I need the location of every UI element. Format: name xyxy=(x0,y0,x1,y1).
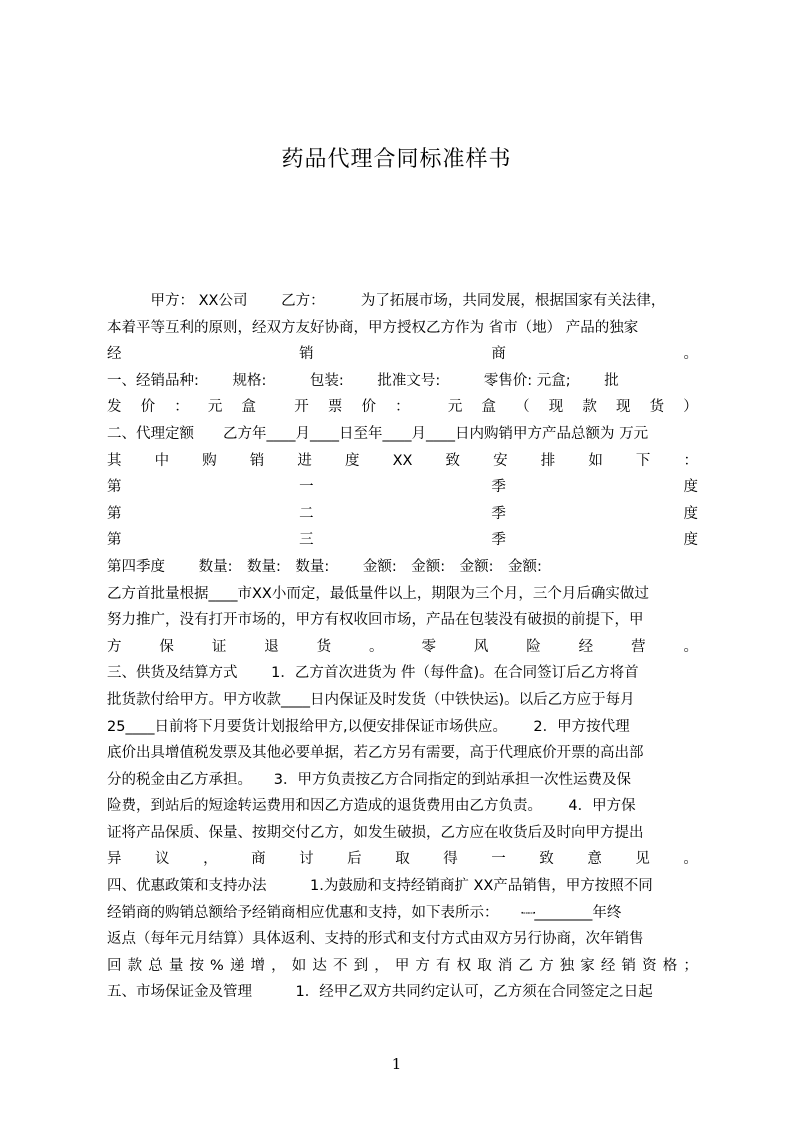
line-word: 第 xyxy=(107,532,122,549)
body-line xyxy=(107,740,698,767)
line-word: 讨 xyxy=(299,851,314,868)
line-word: 独 xyxy=(559,957,575,974)
line-word: 价 xyxy=(361,399,376,416)
line-word: 险 xyxy=(526,638,541,655)
line-word: 商 xyxy=(491,346,506,363)
line-word: 意 xyxy=(587,851,602,868)
line-word: 销 xyxy=(621,957,637,974)
line-word: 销 xyxy=(299,346,314,363)
line-word: 得 xyxy=(443,851,458,868)
line-word: 权 xyxy=(456,957,472,974)
line-word: 退 xyxy=(264,638,279,655)
line-word: 增 xyxy=(250,957,266,974)
line-word: 货 xyxy=(649,399,665,416)
line-word: 按 xyxy=(189,957,204,974)
body-line xyxy=(107,341,698,368)
body-line xyxy=(107,421,698,448)
line-word: 量 xyxy=(168,957,184,974)
line-word: 季 xyxy=(491,532,506,549)
body-line xyxy=(107,900,698,927)
line-text: 返点（每年元月结算）具体返利、支持的形式和支付方式由双方另行协商，次年销售 xyxy=(107,931,644,948)
body-line xyxy=(107,315,698,342)
line-word: 致 xyxy=(539,851,554,868)
line-word: 总 xyxy=(148,957,163,974)
body-line xyxy=(107,634,698,661)
line-word: ： xyxy=(174,399,189,416)
line-word: ： xyxy=(395,399,410,416)
line-word: 货 xyxy=(316,638,332,655)
line-word: ， xyxy=(203,851,218,868)
line-word: 方 xyxy=(415,957,430,974)
line-word: 消 xyxy=(497,957,513,974)
line-word: 如 xyxy=(588,452,603,469)
body-line xyxy=(107,474,698,501)
line-word: 款 xyxy=(127,957,143,974)
body-line xyxy=(107,793,698,820)
line-word: 。 xyxy=(683,346,698,363)
line-word: XX xyxy=(392,452,413,469)
line-word: 经 xyxy=(600,957,616,974)
line-word: 下 xyxy=(635,452,651,469)
line-word: ： xyxy=(683,452,698,469)
line-word: 家 xyxy=(580,957,595,974)
line-text: 第四季度 数量: 数量: 数量: 金额: 金额: 金额: 金额: xyxy=(107,558,542,575)
line-word: 。 xyxy=(369,638,384,655)
line-word: 其 xyxy=(107,452,122,469)
line-word: 如 xyxy=(291,957,307,974)
line-word: 达 xyxy=(312,957,327,974)
line-word: ； xyxy=(683,957,698,974)
line-word: 经 xyxy=(107,346,122,363)
body-line xyxy=(107,687,698,714)
line-word: 到 xyxy=(353,957,369,974)
line-text: 四、优惠政策和支持办法 1.为鼓励和支持经销商扩 XX产品销售，甲方按照不同 xyxy=(107,878,653,895)
body-line xyxy=(107,660,698,687)
line-word: 不 xyxy=(332,957,348,974)
line-word: 商 xyxy=(251,851,266,868)
line-word: 保 xyxy=(159,638,174,655)
line-word: 二 xyxy=(299,505,314,522)
line-word: ， xyxy=(374,957,389,974)
line-word: 元 xyxy=(447,399,463,416)
line-word: 盒 xyxy=(481,399,496,416)
line-word: 格 xyxy=(662,957,678,974)
line-word: 后 xyxy=(347,851,362,868)
line-word: 资 xyxy=(642,957,657,974)
body-line xyxy=(107,501,698,528)
line-word: 购 xyxy=(202,452,217,469)
line-word: 。 xyxy=(683,851,698,868)
line-word: 三 xyxy=(299,532,314,549)
line-word: （ xyxy=(515,399,530,416)
line-word: 方 xyxy=(107,638,122,655)
body-line xyxy=(107,926,698,953)
line-word: 证 xyxy=(211,638,227,655)
line-word: 甲 xyxy=(394,957,410,974)
line-text-tail: ________年终 xyxy=(534,904,622,921)
line-word: 递 xyxy=(229,957,245,974)
line-word: 中 xyxy=(154,452,170,469)
line-word: 季 xyxy=(491,479,506,496)
line-text: 经销商的购销总额给予经销商相应优惠和支持，如下表所示： xyxy=(107,904,521,921)
line-word: 度 xyxy=(683,479,698,496)
line-word: 一 xyxy=(491,851,506,868)
line-word: 乙 xyxy=(518,957,533,974)
line-word: 安 xyxy=(493,452,508,469)
line-word: 发 xyxy=(107,399,122,416)
line-word: 回 xyxy=(107,957,122,974)
line-word: 议 xyxy=(155,851,170,868)
line-word: 票 xyxy=(327,399,343,416)
line-word: 异 xyxy=(107,851,122,868)
line-word: 风 xyxy=(473,638,489,655)
line-text: 二、代理定额 乙方年____月____日至年____月____日内购销甲方产品总额为 万元 xyxy=(107,425,649,442)
body-line xyxy=(107,554,698,581)
body-line xyxy=(107,527,698,554)
line-word: 现 xyxy=(616,399,631,416)
line-word: 致 xyxy=(445,452,461,469)
line-text: 险费，到站后的短途转运费用和因乙方造成的退货费用由乙方负责。 4．甲方保 xyxy=(107,798,636,815)
line-word: ） xyxy=(683,399,698,416)
line-word: 方 xyxy=(539,957,554,974)
line-word: 零 xyxy=(421,638,436,655)
line-text: 三、供货及结算方式 1．乙方首次进货为 件（每件盒)。在合同签订后乙方将首 xyxy=(107,665,639,682)
line-word: 款 xyxy=(582,399,597,416)
line-text: 25____日前将下月要货计划报给甲方,以便安排保证市场供应。 2．甲方按代理 xyxy=(107,718,630,735)
body-line xyxy=(107,368,698,395)
line-word: 开 xyxy=(294,399,309,416)
line-word: 销 xyxy=(249,452,265,469)
body-line xyxy=(107,820,698,847)
line-text: 乙方首批量根据____市XX小而定，最低量件以上，期限为三个月，三个月后确实做过 xyxy=(107,585,649,602)
line-word: 盒 xyxy=(241,399,256,416)
line-word: % xyxy=(210,957,224,974)
body-line xyxy=(107,846,698,873)
line-word: 第 xyxy=(107,505,122,522)
line-word: 度 xyxy=(683,532,698,549)
line-word: 取 xyxy=(395,851,410,868)
line-text: 努力推广，没有打开市场的，甲方有权收回市场，产品在包装没有破损的前提下，甲 xyxy=(107,612,644,629)
line-text: 证将产品保质、保量、按期交付乙方，如发生破损，乙方应在收货后及时向甲方提出 xyxy=(107,824,644,841)
line-word: 元 xyxy=(207,399,223,416)
line-text: 分的税金由乙方承担。 3．甲方负责按乙方合同指定的到站承担一次性运费及保 xyxy=(107,771,631,788)
body-line xyxy=(107,953,698,980)
body-line xyxy=(107,607,698,634)
line-word: 排 xyxy=(540,452,556,469)
line-word: 。 xyxy=(683,638,698,655)
line-word: 经 xyxy=(578,638,594,655)
line-text: 本着平等互利的原则，经双方友好协商，甲方授权乙方作为 省市（地） 产品的独家 xyxy=(107,319,639,336)
body-line xyxy=(107,288,698,315)
line-word: 度 xyxy=(683,505,698,522)
line-word: 第 xyxy=(107,479,122,496)
line-word: 价 xyxy=(140,399,156,416)
line-text: 底价出具增值税发票及其他必要单据，若乙方另有需要，高于代理底价开票的高出部 xyxy=(107,745,644,762)
line-word: 有 xyxy=(436,957,451,974)
line-word: 现 xyxy=(548,399,564,416)
dotted-mark: ·┈┈· xyxy=(520,905,535,920)
line-text: 一、经销品种: 规格: 包装: 批准文号: 零售价: 元盒; 批 xyxy=(107,372,619,389)
line-text: 甲方： XX公司 乙方： 为了拓展市场，共同发展，根据国家有关法律， xyxy=(107,293,666,309)
line-word: 见 xyxy=(635,851,650,868)
body-line xyxy=(107,979,698,1006)
line-word: 一 xyxy=(299,479,314,496)
line-word: ， xyxy=(271,957,286,974)
line-word: 进 xyxy=(297,452,312,469)
body-line xyxy=(107,581,698,608)
line-word: 营 xyxy=(631,638,646,655)
body-line xyxy=(107,448,698,475)
line-word: 取 xyxy=(477,957,492,974)
line-text: 批货款付给甲方。甲方收款____日内保证及时发货（中铁快运)。以后乙方应于每月 xyxy=(107,691,635,708)
line-word: 度 xyxy=(344,452,360,469)
document-title: 药品代理合同标准样书 xyxy=(281,147,512,172)
document-body xyxy=(107,288,698,1006)
body-line xyxy=(107,767,698,794)
line-text: 五、市场保证金及管理 1．经甲乙双方共同约定认可，乙方须在合同签定之日起 xyxy=(107,984,653,1001)
line-word: 季 xyxy=(491,505,506,522)
body-line xyxy=(107,873,698,900)
page-number: 1 xyxy=(391,1055,402,1073)
body-line xyxy=(107,714,698,741)
body-line xyxy=(107,394,698,421)
